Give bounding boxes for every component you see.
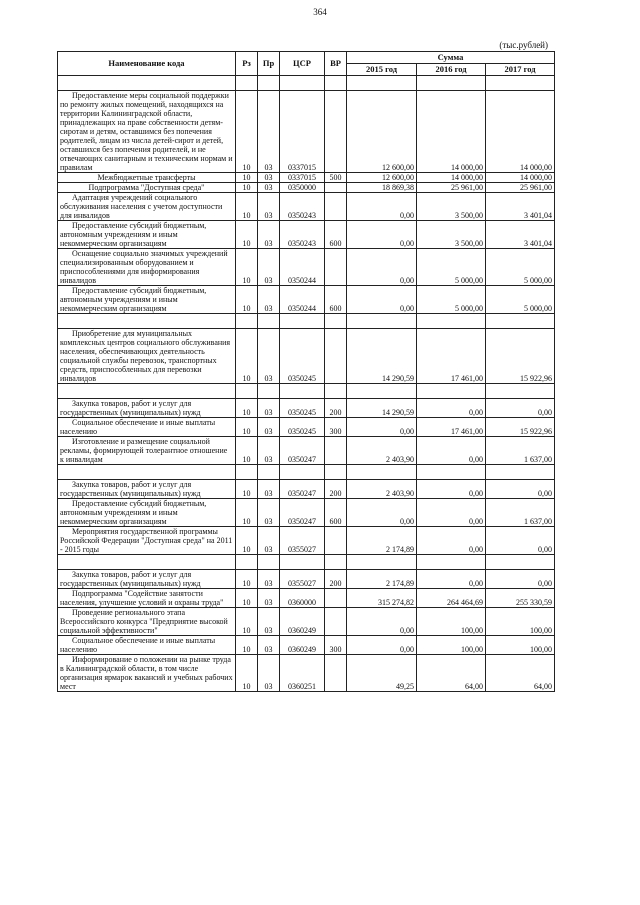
row-vr-cell: 200: [325, 399, 347, 418]
row-name-cell: Предоставление субсидий бюджетным, автономным учреждениям и иным некоммерческим организациям: [58, 286, 236, 314]
row-2017-cell: 25 961,00: [486, 183, 555, 193]
spacer-cell: [347, 384, 417, 399]
row-2015-cell: 0,00: [347, 608, 417, 636]
row-rz-cell: 10: [236, 286, 258, 314]
spacer-cell: [236, 384, 258, 399]
row-name-cell: Проведение регионального этапа Всероссийского конкурса "Предприятие высокой социальной эффективности": [58, 608, 236, 636]
row-2017-cell: 14 000,00: [486, 173, 555, 183]
row-2016-cell: 64,00: [417, 655, 486, 692]
table-row: [58, 418, 555, 437]
row-pr-cell: 03: [258, 183, 280, 193]
row-csr-cell: 0350247: [280, 437, 325, 465]
row-pr-cell: 03: [258, 480, 280, 499]
row-rz-cell: 10: [236, 418, 258, 437]
row-rz-cell: 10: [236, 91, 258, 173]
table-row: [58, 655, 555, 692]
row-vr-cell: 500: [325, 173, 347, 183]
row-pr-cell: 03: [258, 286, 280, 314]
row-2015-cell: 14 290,59: [347, 329, 417, 384]
table-row: [58, 437, 555, 465]
row-2017-cell: 5 000,00: [486, 249, 555, 286]
row-2015-cell: 0,00: [347, 499, 417, 527]
row-rz-cell: 10: [236, 499, 258, 527]
spacer-cell: [347, 465, 417, 480]
row-name-cell: Закупка товаров, работ и услуг для государственных (муниципальных) нужд: [58, 399, 236, 418]
row-name-cell: Предоставление субсидий бюджетным, автономным учреждениям и иным некоммерческим организациям: [58, 221, 236, 249]
row-2016-cell: 0,00: [417, 480, 486, 499]
header-rz: Рз: [236, 52, 258, 76]
table-header: [58, 52, 555, 76]
row-2016-cell: 5 000,00: [417, 286, 486, 314]
row-vr-cell: 300: [325, 418, 347, 437]
spacer-cell: [280, 76, 325, 91]
row-rz-cell: 10: [236, 636, 258, 655]
row-2015-cell: 12 600,00: [347, 173, 417, 183]
row-rz-cell: 10: [236, 249, 258, 286]
row-2016-cell: 100,00: [417, 636, 486, 655]
row-vr-cell: [325, 249, 347, 286]
spacer-cell: [280, 555, 325, 570]
spacer-cell: [325, 314, 347, 329]
spacer-cell: [280, 384, 325, 399]
table-row: [58, 91, 555, 173]
spacer-cell: [486, 384, 555, 399]
row-csr-cell: 0355027: [280, 570, 325, 589]
row-vr-cell: [325, 193, 347, 221]
row-2017-cell: 0,00: [486, 527, 555, 555]
row-rz-cell: 10: [236, 193, 258, 221]
row-rz-cell: 10: [236, 570, 258, 589]
row-csr-cell: 0350247: [280, 480, 325, 499]
row-2017-cell: 14 000,00: [486, 91, 555, 173]
header-pr: Пр: [258, 52, 280, 76]
header-2015: 2015 год: [347, 64, 417, 76]
row-2015-cell: 2 403,90: [347, 480, 417, 499]
table-row: [58, 183, 555, 193]
row-csr-cell: 0360249: [280, 636, 325, 655]
spacer-cell: [236, 76, 258, 91]
table-row: [58, 570, 555, 589]
spacer-cell: [417, 555, 486, 570]
spacer-cell: [347, 555, 417, 570]
spacer-cell: [258, 384, 280, 399]
table-row: [58, 286, 555, 314]
row-rz-cell: 10: [236, 221, 258, 249]
row-csr-cell: 0350244: [280, 249, 325, 286]
spacer-cell: [58, 465, 236, 480]
table-row: [58, 589, 555, 608]
row-2017-cell: 5 000,00: [486, 286, 555, 314]
row-name-cell: Изготовление и размещение социальной рекламы, формирующей толерантное отношение к инвалидам: [58, 437, 236, 465]
table-row: [58, 399, 555, 418]
row-name-cell: Закупка товаров, работ и услуг для государственных (муниципальных) нужд: [58, 480, 236, 499]
row-csr-cell: 0337015: [280, 173, 325, 183]
table-row: [58, 249, 555, 286]
row-rz-cell: 10: [236, 399, 258, 418]
row-2015-cell: 49,25: [347, 655, 417, 692]
row-2017-cell: 1 637,00: [486, 499, 555, 527]
row-2017-cell: 64,00: [486, 655, 555, 692]
row-csr-cell: 0350245: [280, 418, 325, 437]
row-csr-cell: 0350000: [280, 183, 325, 193]
row-name-cell: Подпрограмма "Доступная среда": [58, 183, 236, 193]
table-body: [58, 76, 555, 692]
row-2016-cell: 264 464,69: [417, 589, 486, 608]
row-pr-cell: 03: [258, 221, 280, 249]
header-name: Наименование кода: [58, 52, 236, 76]
row-2017-cell: 3 401,04: [486, 193, 555, 221]
spacer-cell: [486, 465, 555, 480]
row-2015-cell: 0,00: [347, 221, 417, 249]
table-row: [58, 527, 555, 555]
row-vr-cell: [325, 655, 347, 692]
spacer-cell: [325, 555, 347, 570]
spacer-cell: [417, 465, 486, 480]
row-2017-cell: 0,00: [486, 399, 555, 418]
row-rz-cell: 10: [236, 527, 258, 555]
row-rz-cell: 10: [236, 655, 258, 692]
row-vr-cell: 300: [325, 636, 347, 655]
row-pr-cell: 03: [258, 399, 280, 418]
row-vr-cell: 600: [325, 221, 347, 249]
row-csr-cell: 0350245: [280, 329, 325, 384]
row-2015-cell: 2 174,89: [347, 527, 417, 555]
table-row: [58, 480, 555, 499]
row-vr-cell: [325, 589, 347, 608]
row-2016-cell: 3 500,00: [417, 221, 486, 249]
row-name-cell: Приобретение для муниципальных комплексных центров социального обслуживания населения, обеспечивающих деятельность социальной службы перевозок, транспортных средств, приспособленных для перевозки инвалидов: [58, 329, 236, 384]
row-rz-cell: 10: [236, 608, 258, 636]
row-name-cell: Подпрограмма "Содействие занятости населения, улучшение условий и охраны труда": [58, 589, 236, 608]
row-2016-cell: 0,00: [417, 437, 486, 465]
row-csr-cell: 0360251: [280, 655, 325, 692]
spacer-row: [58, 555, 555, 570]
header-sum: Сумма: [347, 52, 555, 64]
row-pr-cell: 03: [258, 527, 280, 555]
row-2015-cell: 0,00: [347, 636, 417, 655]
row-2016-cell: 14 000,00: [417, 173, 486, 183]
row-vr-cell: [325, 527, 347, 555]
spacer-cell: [325, 465, 347, 480]
header-2017: 2017 год: [486, 64, 555, 76]
row-name-cell: Социальное обеспечение и иные выплаты населению: [58, 636, 236, 655]
row-pr-cell: 03: [258, 437, 280, 465]
row-2016-cell: 17 461,00: [417, 418, 486, 437]
row-pr-cell: 03: [258, 193, 280, 221]
row-2016-cell: 5 000,00: [417, 249, 486, 286]
row-vr-cell: [325, 608, 347, 636]
row-rz-cell: 10: [236, 173, 258, 183]
spacer-cell: [486, 76, 555, 91]
row-2017-cell: 0,00: [486, 570, 555, 589]
row-2015-cell: 0,00: [347, 418, 417, 437]
row-2016-cell: 3 500,00: [417, 193, 486, 221]
spacer-cell: [486, 314, 555, 329]
row-name-cell: Закупка товаров, работ и услуг для государственных (муниципальных) нужд: [58, 570, 236, 589]
row-2017-cell: 255 330,59: [486, 589, 555, 608]
row-vr-cell: 600: [325, 499, 347, 527]
row-vr-cell: [325, 91, 347, 173]
budget-table: [57, 51, 555, 692]
row-2017-cell: 15 922,96: [486, 329, 555, 384]
row-2015-cell: 18 869,38: [347, 183, 417, 193]
row-name-cell: Предоставление субсидий бюджетным, автономным учреждениям и иным некоммерческим организациям: [58, 499, 236, 527]
row-csr-cell: 0350243: [280, 221, 325, 249]
row-2017-cell: 0,00: [486, 480, 555, 499]
row-vr-cell: 600: [325, 286, 347, 314]
row-name-cell: Межбюджетные трансферты: [58, 173, 236, 183]
spacer-cell: [325, 384, 347, 399]
row-pr-cell: 03: [258, 655, 280, 692]
row-name-cell: Мероприятия государственной программы Российской Федерации "Доступная среда" на 2011 - 2015 годы: [58, 527, 236, 555]
spacer-cell: [236, 555, 258, 570]
spacer-cell: [417, 314, 486, 329]
spacer-row: [58, 465, 555, 480]
row-2017-cell: 1 637,00: [486, 437, 555, 465]
row-2015-cell: 315 274,82: [347, 589, 417, 608]
row-name-cell: Предоставление меры социальной поддержки по ремонту жилых помещений, находящихся на территории Калининградской области, принадлежащих на праве собственности детям-сиротам и детям, оставшимся без попечения родителей, лицам из числа детей-сирот и детей, оставшихся без попечения родителей, и не отвечающих санитарным и техническим нормам и правилам: [58, 91, 236, 173]
row-2016-cell: 0,00: [417, 499, 486, 527]
row-rz-cell: 10: [236, 183, 258, 193]
header-2016: 2016 год: [417, 64, 486, 76]
row-2015-cell: 0,00: [347, 249, 417, 286]
spacer-cell: [258, 465, 280, 480]
header-vr: ВР: [325, 52, 347, 76]
spacer-cell: [486, 555, 555, 570]
table-row: [58, 499, 555, 527]
row-pr-cell: 03: [258, 589, 280, 608]
header-csr: ЦСР: [280, 52, 325, 76]
row-csr-cell: 0360249: [280, 608, 325, 636]
row-2015-cell: 2 403,90: [347, 437, 417, 465]
row-rz-cell: 10: [236, 480, 258, 499]
row-vr-cell: [325, 329, 347, 384]
spacer-cell: [236, 314, 258, 329]
row-csr-cell: 0337015: [280, 91, 325, 173]
spacer-cell: [58, 76, 236, 91]
row-2016-cell: 0,00: [417, 527, 486, 555]
row-vr-cell: [325, 437, 347, 465]
spacer-cell: [347, 76, 417, 91]
row-name-cell: Социальное обеспечение и иные выплаты населению: [58, 418, 236, 437]
spacer-cell: [280, 465, 325, 480]
row-name-cell: Информирование о положении на рынке труда в Калининградской области, в том числе организация ярмарок вакансий и учебных рабочих мест: [58, 655, 236, 692]
row-pr-cell: 03: [258, 499, 280, 527]
spacer-cell: [325, 76, 347, 91]
row-pr-cell: 03: [258, 249, 280, 286]
spacer-row: [58, 76, 555, 91]
spacer-cell: [58, 384, 236, 399]
row-vr-cell: 200: [325, 480, 347, 499]
row-csr-cell: 0350244: [280, 286, 325, 314]
row-2016-cell: 17 461,00: [417, 329, 486, 384]
row-vr-cell: [325, 183, 347, 193]
table-row: [58, 329, 555, 384]
row-csr-cell: 0360000: [280, 589, 325, 608]
spacer-cell: [417, 384, 486, 399]
row-2017-cell: 100,00: [486, 608, 555, 636]
row-2016-cell: 100,00: [417, 608, 486, 636]
row-2015-cell: 0,00: [347, 193, 417, 221]
spacer-row: [58, 384, 555, 399]
spacer-cell: [280, 314, 325, 329]
row-2016-cell: 0,00: [417, 399, 486, 418]
spacer-cell: [417, 76, 486, 91]
spacer-cell: [258, 76, 280, 91]
row-pr-cell: 03: [258, 173, 280, 183]
row-pr-cell: 03: [258, 329, 280, 384]
table-row: [58, 173, 555, 183]
table-row: [58, 608, 555, 636]
spacer-cell: [258, 555, 280, 570]
spacer-row: [58, 314, 555, 329]
row-csr-cell: 0355027: [280, 527, 325, 555]
spacer-cell: [258, 314, 280, 329]
row-2015-cell: 2 174,89: [347, 570, 417, 589]
row-2015-cell: 12 600,00: [347, 91, 417, 173]
row-rz-cell: 10: [236, 589, 258, 608]
row-pr-cell: 03: [258, 418, 280, 437]
table-row: [58, 636, 555, 655]
spacer-cell: [347, 314, 417, 329]
row-2017-cell: 100,00: [486, 636, 555, 655]
spacer-cell: [58, 555, 236, 570]
row-csr-cell: 0350247: [280, 499, 325, 527]
row-rz-cell: 10: [236, 437, 258, 465]
page-number: 364: [313, 7, 327, 17]
row-2017-cell: 3 401,04: [486, 221, 555, 249]
units-label: (тыс.рублей): [499, 40, 548, 50]
row-2015-cell: 14 290,59: [347, 399, 417, 418]
row-pr-cell: 03: [258, 570, 280, 589]
row-pr-cell: 03: [258, 91, 280, 173]
row-name-cell: Оснащение социально значимых учреждений специализированным оборудованием и приспособлениями для информирования инвалидов: [58, 249, 236, 286]
row-pr-cell: 03: [258, 636, 280, 655]
row-csr-cell: 0350245: [280, 399, 325, 418]
row-csr-cell: 0350243: [280, 193, 325, 221]
row-rz-cell: 10: [236, 329, 258, 384]
spacer-cell: [58, 314, 236, 329]
spacer-cell: [236, 465, 258, 480]
row-vr-cell: 200: [325, 570, 347, 589]
table-row: [58, 193, 555, 221]
row-2016-cell: 25 961,00: [417, 183, 486, 193]
row-2017-cell: 15 922,96: [486, 418, 555, 437]
row-2015-cell: 0,00: [347, 286, 417, 314]
table-row: [58, 221, 555, 249]
row-name-cell: Адаптация учреждений социального обслуживания населения с учетом доступности для инвалидов: [58, 193, 236, 221]
row-pr-cell: 03: [258, 608, 280, 636]
row-2016-cell: 14 000,00: [417, 91, 486, 173]
row-2016-cell: 0,00: [417, 570, 486, 589]
